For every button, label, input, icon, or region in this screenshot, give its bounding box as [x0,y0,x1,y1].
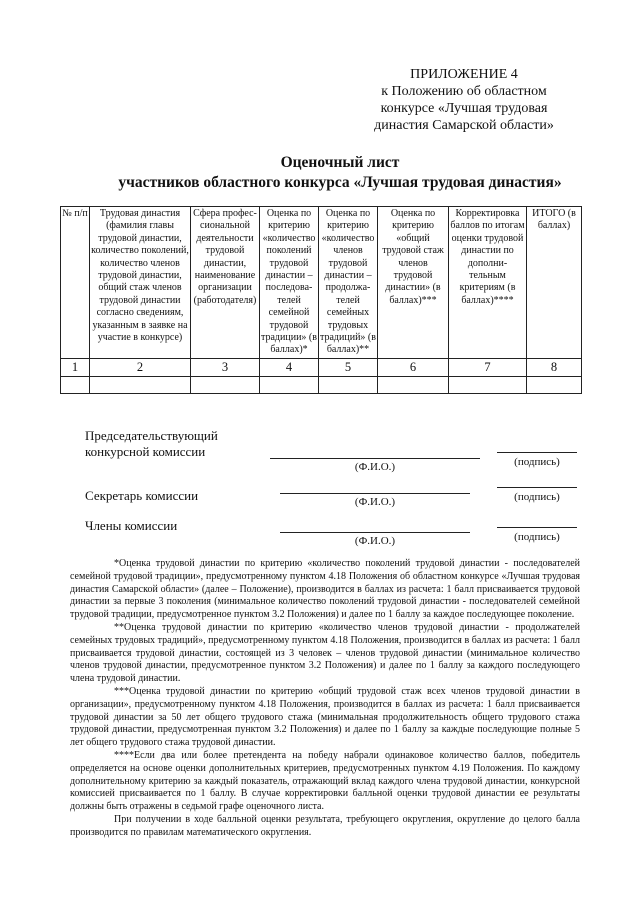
empty-cell[interactable] [527,376,582,393]
footnote-rounding: При получении в ходе балльной оценки результата, требующего округления, округление до целого балла производится по правилам математического округления. [70,813,580,838]
column-number-row [61,358,582,376]
chair-signature-caption: (подпись) [514,456,560,468]
header-cell-total: ИТОГО (в баллах) [527,207,582,359]
document-subtitle: участников областного конкурса «Лучшая трудовая династия» [118,174,562,191]
members-name-line[interactable] [280,532,470,533]
column-number: 1 [61,358,90,376]
header-cell-generations: Оценка по критерию «количество поколений трудовой династии – последова-телей семейной трудовой традиции» (в баллах)* [260,207,319,359]
column-number: 2 [90,358,191,376]
chair-name-line[interactable] [270,458,480,459]
empty-cell[interactable] [260,376,319,393]
header-cell-number: № п/п [61,207,90,359]
appendix-line-1: ПРИЛОЖЕНИЕ 4 [410,67,518,82]
footnote-tiebreak: ****Если два или более претендента на победу набрали одинаковое количество баллов, победитель определяется на основе оценки дополнительных критериев, предусмотренных пунктом 4.19 Положения. По каждому дополнительному критерию за каждый показатель, отражающий вклад каждого члена трудовой династии, конкурсной комиссией присваивается по 1 баллу. В случае корректировки балльной оценки трудовой династии ее результаты должны быть отражены в седьмой графе оценочного листа. [70,749,580,813]
column-number: 5 [319,358,378,376]
appendix-heading [330,66,598,134]
footnote-members: **Оценка трудовой династии по критерию «количество членов трудовой династии - продолжателей семейных трудовых традиций», предусмотренному пунктом 4.18 Положения, производится в баллах из расчета: 1 балл присваивается трудовой династии, состоящей из 3 человек – членов трудовой династии (минимальное количество членов трудовой династии, предусмотренное пунктом 3.2 Положения) и далее по 1 баллу за каждого последующего члена трудовой династии. [70,621,580,685]
chair-fio-caption: (Ф.И.О.) [354,461,396,473]
header-cell-members: Оценка по критерию «количество членов трудовой династии – продолжа-телей семейных трудовых традиций» (в баллах)** [319,207,378,359]
members-label: Члены комиссии [85,518,178,533]
header-cell-dynasty: Трудовая династия (фамилия главы трудовой династии, количество поколений, количество членов трудовой династии, общий стаж членов трудовой династии согласно сведениям, указанным в заявке на участие в конкурсе) [90,207,191,359]
appendix-line-4: династия Самарской области» [374,118,554,133]
secretary-signature-line[interactable] [497,487,577,488]
document-title: Оценочный лист [280,154,400,171]
header-cell-sphere: Сфера профес-сиональной деятельности трудовой династии, наименование организации (работодателя) [191,207,260,359]
appendix-line-2: к Положению об областном [381,84,547,99]
table-row-empty [61,376,582,393]
evaluation-table [60,206,582,394]
column-number: 6 [378,358,449,376]
members-fio-caption: (Ф.И.О.) [354,535,396,547]
header-cell-experience: Оценка по критерию «общий трудовой стаж членов трудовой династии» (в баллах)*** [378,207,449,359]
empty-cell[interactable] [90,376,191,393]
column-number: 3 [191,358,260,376]
chair-signature-line[interactable] [497,452,577,453]
empty-cell[interactable] [319,376,378,393]
secretary-name-line[interactable] [280,493,470,494]
column-number: 7 [449,358,527,376]
members-signature-caption: (подпись) [514,531,560,543]
empty-cell[interactable] [378,376,449,393]
header-cell-adjustment: Корректировка баллов по итогам оценки трудовой династии по дополни-тельным критериям (в баллах)**** [449,207,527,359]
chair-label-line-1: Председательствующий [85,428,218,443]
footnote-generations: *Оценка трудовой династии по критерию «количество поколений трудовой династии - последователей семейной трудовой традиции», предусмотренному пунктом 4.18 Положения об областном конкурсе «Лучшая трудовая династия Самарской области» (далее – Положение), производится в баллах из расчета: 1 балл присваивается трудовой династии за первые 3 поколения (минимальное количество поколений трудовой династии - последователей семейной трудовой традиции, предусмотренное пунктом 3.2 Положения) и далее по 1 баллу за каждое последующее поколение. [70,558,580,621]
empty-cell[interactable] [191,376,260,393]
appendix-line-3: конкурсе «Лучшая трудовая [380,101,548,116]
footnotes [70,558,580,840]
empty-cell[interactable] [449,376,527,393]
secretary-fio-caption: (Ф.И.О.) [354,496,396,508]
table-header-row [61,207,582,359]
secretary-signature-caption: (подпись) [514,491,560,503]
column-number: 4 [260,358,319,376]
members-signature-line[interactable] [497,527,577,528]
chair-label-line-2: конкурсной комиссии [85,444,206,459]
footnote-experience: ***Оценка трудовой династии по критерию «общий трудовой стаж всех членов трудовой династии в организации», предусмотренному пунктом 4.18 Положения, производится в баллах из расчета: 1 балл присваивается трудовой династии за 50 лет общего трудового стажа (минимальная продолжительность общего трудового стажа трудовой династии, предусмотренная пунктом 3.2 Положения) и далее по 1 баллу за каждые последующие полные 5 лет общего трудового стажа трудовой династии. [70,685,580,749]
column-number: 8 [527,358,582,376]
empty-cell[interactable] [61,376,90,393]
secretary-label: Секретарь комиссии [85,488,199,503]
